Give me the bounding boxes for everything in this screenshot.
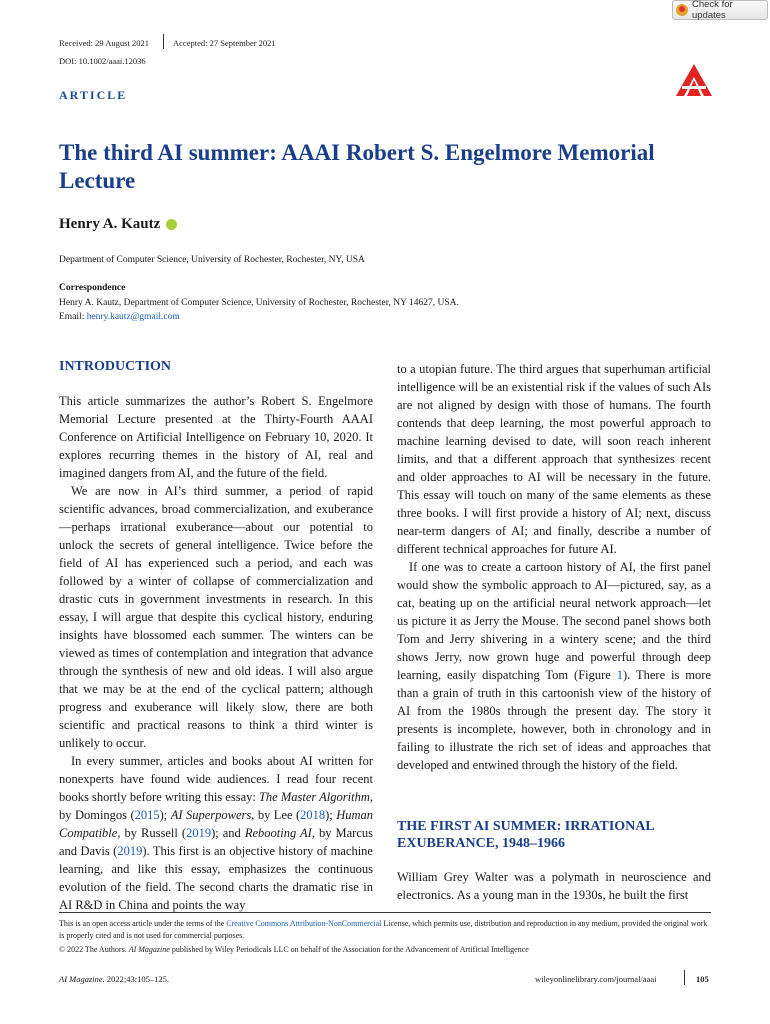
journal-url-link[interactable]: wileyonlinelibrary.com/journal/aaai [535, 974, 657, 984]
paragraph: William Grey Walter was a polymath in neuroscience and electronics. As a young man in the 1930s, he built the first [397, 870, 711, 902]
article-title: The third AI summer: AAAI Robert S. Engelmore Memorial Lecture [59, 140, 655, 193]
copyright-text: © 2022 The Authors. AI Magazine published by Wiley Periodicals LLC on behalf of the Association for the Advancement of Artificial Intelligence [59, 945, 529, 954]
email-label: Email: [59, 312, 85, 322]
received-date: Received: 29 August 2021 [59, 38, 149, 48]
correspondence-address: Henry A. Kautz, Department of Computer Science, University of Rochester, Rochester, NY 14627, USA. [59, 298, 459, 308]
citation-link[interactable]: 2018 [300, 808, 326, 822]
page-number: 105 [696, 974, 709, 984]
author-name[interactable]: Henry A. Kautz [59, 216, 161, 232]
section-heading-introduction: INTRODUCTION [59, 359, 172, 374]
correspondence-email-line [59, 310, 180, 324]
paragraph: If one was to create a cartoon history of AI, the first panel would show the symbolic approach to AI—pictured, say, as a cat, beating up on the artificial neural network approach—let us picture it as Jerry the Mouse. The second panel shows both Tom and Jerry shivering in a wintery scene; and the third shows Jerry, now grown huge and powerful through deep learning, easily dispatching Tom (Figure 1). There is more than a grain of truth in this cartoonish view of the history of AI from the 1980s through the present day. The story it presents is incomplete, however, both in chronology and in failing to illustrate the rich set of ideas and approaches that developed and entwined through the history of the field. [397, 560, 711, 772]
footer-divider-line [684, 970, 685, 985]
left-column [59, 392, 373, 914]
author-line [59, 216, 177, 233]
check-for-updates-button[interactable] [672, 0, 768, 20]
license-link[interactable]: Creative Commons Attribution-NonCommercial [226, 919, 382, 928]
email-link[interactable]: henry.kautz@gmail.com [86, 312, 180, 322]
footer-divider [59, 912, 711, 913]
section-heading-first-ai-summer: THE FIRST AI SUMMER: IRRATIONAL EXUBERANCE, 1948–1966 [397, 819, 654, 851]
orcid-icon[interactable] [166, 219, 177, 230]
affiliation: Department of Computer Science, University of Rochester, Rochester, NY, USA [59, 255, 365, 265]
paragraph: to a utopian future. The third argues that superhuman artificial intelligence will be an existential risk if the values of such AIs are not aligned by design with those of humans. The fourth contends that deep learning, the most powerful approach to machine learning devised to date, will soon reach inherent limits, and that a different approach that synthesizes recent and older approaches to AI will be necessary in the future. This essay will touch on many of the same elements as these three books. I will first provide a history of AI; next, discuss near-term dangers of AI; and finally, describe a number of different technical approaches for future AI. [397, 362, 711, 556]
citation-link[interactable]: 2015 [134, 808, 160, 822]
header-divider [163, 34, 164, 49]
journal-citation: AI Magazine. 2022;43:105–125. [59, 974, 170, 984]
figure-link[interactable]: 1 [616, 668, 624, 682]
correspondence-label: Correspondence [59, 283, 126, 293]
check-for-updates-label: Check for updates [692, 0, 733, 21]
citation-link[interactable]: 2019 [186, 826, 212, 840]
accepted-date: Accepted: 27 September 2021 [173, 38, 276, 48]
crossmark-icon [676, 4, 688, 16]
paragraph: We are now in AI’s third summer, a period of rapid scientific advances, broad commercialization, and exuberance—perhaps irrational exuberance—about our potential to unlock the secrets of general intelligence. Twice before the field of AI has experienced such a period, and each was followed by a winter of collapse of commercialization and drastic cuts in government investments in research. In this essay, I will argue that despite this cyclical history, enduring insights have blossomed each summer. The winters can be viewed as times of contemplation and integration that advance through the synthesis of new and old ideas. I will also argue that we may be at the end of the cyclical pattern; although progress and exuberance will likely slow, there are both scientific and practical reasons to think a third winter is unlikely to occur. [59, 484, 373, 750]
doi: DOI: 10.1002/aaai.12036 [59, 56, 146, 66]
right-column [397, 360, 711, 774]
aaai-logo-icon [676, 64, 712, 96]
paragraph: In every summer, articles and books about AI written for nonexperts have found wide audiences. I read four recent books shortly before writing this essay: The Master Algorithm, by Domingos (2015); AI Superpowers, by Lee (2018); Human Compatible, by Russell (2019); and Rebooting AI, by Marcus and Davis (2019). This first is an objective history of machine learning, and like this essay, emphasizes the continuous evolution of the field. The second charts the dramatic rise in AI R&D in China and points the way [59, 754, 374, 912]
article-type-label: ARTICLE [59, 88, 128, 102]
citation-link[interactable]: 2019 [117, 844, 143, 858]
paragraph: This article summarizes the author’s Robert S. Engelmore Memorial Lecture presented at the Thirty-Fourth AAAI Conference on Artificial Intelligence on February 10, 2020. It explores recurring themes in the history of AI, real and imagined dangers from AI, and the future of the field. [59, 394, 373, 480]
license-text: This is an open access article under the terms of the Creative Commons Attribution-NonCommercial License, which permits use, distribution and reproduction in any medium, provided the original work is properly cited and is not used for commercial purposes. [59, 919, 708, 940]
right-column-continued [397, 868, 711, 904]
